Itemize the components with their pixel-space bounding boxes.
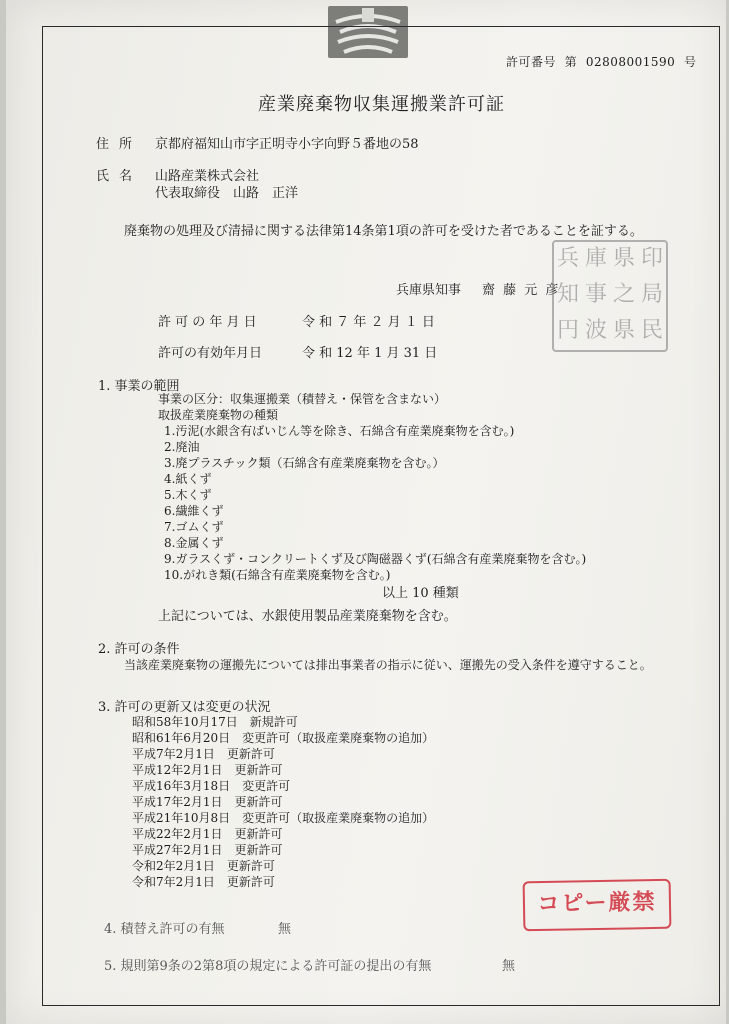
permit-number-value: 02808001590	[585, 55, 676, 69]
section4-heading: 4. 積替え許可の有無	[104, 922, 225, 937]
address-value: 京都府福知山市字正明寺小字向野５番地の58	[155, 137, 419, 152]
valid-date-label: 許可の有効年月日	[158, 346, 263, 361]
section4-value: 無	[278, 922, 292, 937]
waste-item: 10.がれき類(石綿含有産業廃棄物を含む。)	[164, 568, 391, 582]
history-entry: 平成27年2月1日 更新許可	[132, 843, 283, 857]
history-entry: 令和7年2月1日 更新許可	[132, 875, 275, 889]
seal-char: 波	[584, 318, 607, 343]
history-entry: 平成17年2月1日 更新許可	[132, 795, 283, 809]
seal-char: 庫	[584, 246, 607, 271]
waste-item: 3.廃プラスチック類（石綿含有産業廃棄物を含む。）	[164, 456, 445, 470]
history-entry: 平成21年10月8日 変更許可（取扱産業廃棄物の追加）	[132, 811, 435, 825]
waste-item: 2.廃油	[164, 440, 200, 454]
history-entry: 令和2年2月1日 更新許可	[132, 859, 275, 873]
copy-forbidden-stamp: コピー厳禁	[523, 879, 672, 932]
waste-item: 9.ガラスくず・コンクリートくず及び陶磁器くず(石綿含有産業廃棄物を含む。)	[164, 552, 587, 566]
seal-char: 県	[612, 318, 635, 343]
section5-value: 無	[502, 959, 516, 974]
name-label: 氏名	[96, 169, 143, 184]
waste-item: 6.繊維くず	[164, 504, 224, 518]
representative-name: 代表取締役 山路 正洋	[155, 186, 299, 201]
waste-item: 8.金属くず	[164, 536, 224, 550]
history-entry: 昭和61年6月20日 変更許可（取扱産業廃棄物の追加）	[132, 731, 435, 745]
seal-char: 局	[640, 282, 663, 307]
waste-item: 4.紙くず	[164, 472, 212, 486]
seal-char: 円	[556, 318, 579, 343]
seal-char: 之	[612, 282, 635, 307]
history-entry: 平成22年2月1日 更新許可	[132, 827, 283, 841]
history-entry: 平成16年3月18日 変更許可	[132, 779, 291, 793]
valid-date-value: 令 和 12 年 1 月 31 日	[302, 346, 438, 361]
mercury-note: 上記については、水銀使用製品産業廃棄物を含む。	[158, 609, 457, 624]
certification-text: 廃棄物の処理及び清掃に関する法律第14条第1項の許可を受けた者であることを証する。	[124, 224, 643, 239]
issuer-name: 齋 藤 元 彦	[482, 283, 561, 298]
seal-char: 県	[612, 246, 635, 271]
permit-document	[6, 0, 726, 1024]
waste-item: 7.ゴムくず	[164, 520, 224, 534]
seal-char: 知	[556, 282, 579, 307]
permit-number	[506, 53, 696, 70]
history-entry: 平成12年2月1日 更新許可	[132, 763, 283, 777]
company-name: 山路産業株式会社	[155, 169, 260, 184]
history-entry: 昭和58年10月17日 新規許可	[132, 715, 298, 729]
section3-heading: 3. 許可の更新又は変更の状況	[98, 700, 271, 715]
section1-heading: 1. 事業の範囲	[98, 379, 180, 394]
seal-char: 兵	[556, 246, 579, 271]
seal-char: 印	[640, 246, 663, 271]
seal-char: 民	[640, 318, 663, 343]
history-entry: 平成7年2月1日 更新許可	[132, 747, 275, 761]
business-category: 事業の区分：収集運搬業（積替え・保管を含まない）	[158, 392, 447, 406]
section5-heading: 5. 規則第9条の2第8項の規定による許可証の提出の有無	[104, 959, 432, 974]
document-title: 産業廃棄物収集運搬業許可証	[258, 94, 505, 115]
issuer-title: 兵庫県知事	[396, 283, 462, 298]
permit-number-suffix: 号	[683, 55, 697, 69]
permit-number-label: 許可番号	[506, 55, 557, 69]
waste-total: 以上 10 種類	[382, 586, 459, 601]
governor-seal	[552, 240, 668, 352]
issue-date-value: 令 和 ７ 年 ２ 月 １ 日	[302, 315, 435, 330]
permit-number-prefix: 第	[564, 55, 578, 69]
address-label: 住所	[96, 137, 143, 152]
permit-condition-text: 当該産業廃棄物の運搬先については排出事業者の指示に従い、運搬先の受入条件を遵守すること。	[124, 658, 652, 672]
issue-date-label: 許 可 の 年 月 日	[158, 315, 257, 330]
waste-types-heading: 取扱産業廃棄物の種類	[158, 408, 279, 422]
waste-item: 5.木くず	[164, 488, 212, 502]
section2-heading: 2. 許可の条件	[98, 642, 180, 657]
seal-char: 事	[584, 282, 607, 307]
waste-item: 1.汚泥(水銀含有ばいじん等を除き、石綿含有産業廃棄物を含む。)	[164, 424, 515, 438]
